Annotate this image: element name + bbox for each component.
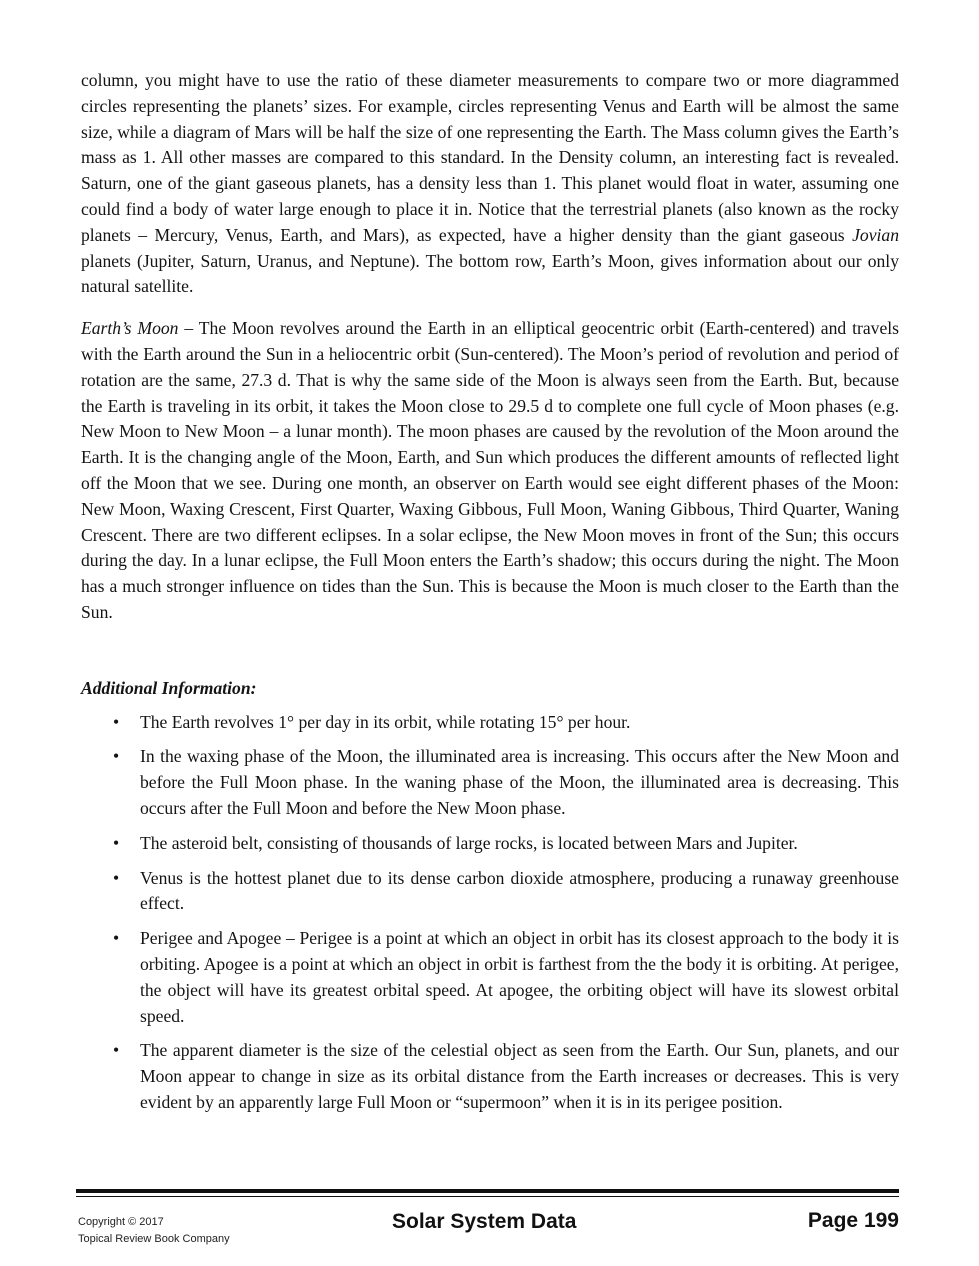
- list-item: [81, 831, 899, 857]
- planet-table-paragraph: [81, 68, 899, 300]
- bullet-icon: •: [113, 928, 120, 949]
- list-item: [81, 1038, 899, 1115]
- list-item-text: Perigee and Apogee – Perigee is a point at which an object in orbit has its closest approach to the body it is orbiting. Apogee is a point at which an object in orbit is farthest from the the body it is orbiting. At perigee, the object will have its greatest orbital speed. At apogee, the orbiting object will have its slowest orbital speed.: [140, 928, 899, 1026]
- bullet-icon: •: [113, 1040, 120, 1061]
- additional-information-list: [81, 710, 899, 1116]
- publisher-name: Topical Review Book Company: [78, 1233, 230, 1245]
- list-item-text: The Earth revolves 1° per day in its orbit, while rotating 15° per hour.: [140, 711, 631, 732]
- footer-divider-thin: [76, 1196, 899, 1197]
- list-item-text: The apparent diameter is the size of the celestial object as seen from the Earth. Our Sun, planets, and our Moon appear to change in size as its orbital distance from the Earth increases or decreases. This is very evident by an apparently large Full Moon or “supermoon” when it is in its perigee position.: [140, 1040, 899, 1112]
- paragraph-text-end: planets (Jupiter, Saturn, Uranus, and Neptune). The bottom row, Earth’s Moon, gives information about our only natural satellite.: [81, 250, 899, 297]
- list-item-text: In the waxing phase of the Moon, the illuminated area is increasing. This occurs after the New Moon and before the Full Moon phase. In the waning phase of the Moon, the illuminated area is decreasing. This occurs after the Full Moon and before the New Moon phase.: [140, 746, 899, 818]
- earths-moon-paragraph: [81, 316, 899, 626]
- earths-moon-heading: Earth’s Moon: [81, 318, 179, 339]
- footer-title: Solar System Data: [392, 1210, 577, 1233]
- list-item: [81, 866, 899, 918]
- bullet-icon: •: [113, 711, 120, 732]
- jovian-term: Jovian: [852, 224, 899, 245]
- earths-moon-text: – The Moon revolves around the Earth in an elliptical geocentric orbit (Earth-centered) and travels with the Earth around the Sun in a heliocentric orbit (Sun-centered). The Moon’s period of revolution and period of rotation are the same, 27.3 d. That is why the same side of the Moon is always seen from the Earth. But, because the Earth is traveling in its orbit, it takes the Moon close to 29.5 d to complete one full cycle of Moon phases (e.g. New Moon to New Moon – a lunar month). The moon phases are caused by the revolution of the Moon around the Earth. It is the changing angle of the Moon, Earth, and Sun which produces the different amounts of reflected light off the Moon that we see. During one month, an observer on Earth would see eight different phases of the Moon: New Moon, Waxing Crescent, First Quarter, Waxing Gibbous, Full Moon, Waning Gibbous, Third Quarter, Waning Crescent. There are two different eclipses. In a solar eclipse, the New Moon moves in front of the Sun; this occurs during the day. In a lunar eclipse, the Full Moon enters the Earth’s shadow; this occurs during the night. The Moon has a much stronger influence on tides than the Sun. This is because the Moon is much closer to the Earth than the Sun.: [81, 318, 899, 622]
- footer-divider-thick: [76, 1189, 899, 1193]
- paragraph-text: column, you might have to use the ratio of these diameter measurements to compare two or more diagrammed circles representing the planets’ sizes. For example, circles representing Venus and Earth will be almost the same size, while a diagram of Mars will be half the size of one representing the Earth. The Mass column gives the Earth’s mass as 1. All other masses are compared to this standard. In the Density column, an interesting fact is revealed. Saturn, one of the giant gaseous planets, has a density less than 1. This planet would float in water, assuming one could find a body of water large enough to place it in. Notice that the terrestrial planets (also known as the rocky planets – Mercury, Venus, Earth, and Mars), as expected, have a higher density than the giant gaseous: [81, 70, 899, 245]
- copyright-text: Copyright © 2017: [78, 1216, 164, 1228]
- list-item-text: Venus is the hottest planet due to its dense carbon dioxide atmosphere, producing a runaway greenhouse effect.: [140, 867, 899, 914]
- list-item: [81, 744, 899, 821]
- bullet-icon: •: [113, 867, 120, 888]
- footer-copyright-block: [78, 1214, 230, 1248]
- bullet-icon: •: [113, 746, 120, 767]
- list-item: [81, 926, 899, 1029]
- list-item-text: The asteroid belt, consisting of thousands of large rocks, is located between Mars and Jupiter.: [140, 832, 798, 853]
- list-item: [81, 710, 899, 736]
- page-number: Page 199: [807, 1209, 899, 1232]
- additional-information-heading: Additional Information:: [81, 677, 257, 698]
- bullet-icon: •: [113, 832, 120, 853]
- page-content: [81, 68, 899, 1125]
